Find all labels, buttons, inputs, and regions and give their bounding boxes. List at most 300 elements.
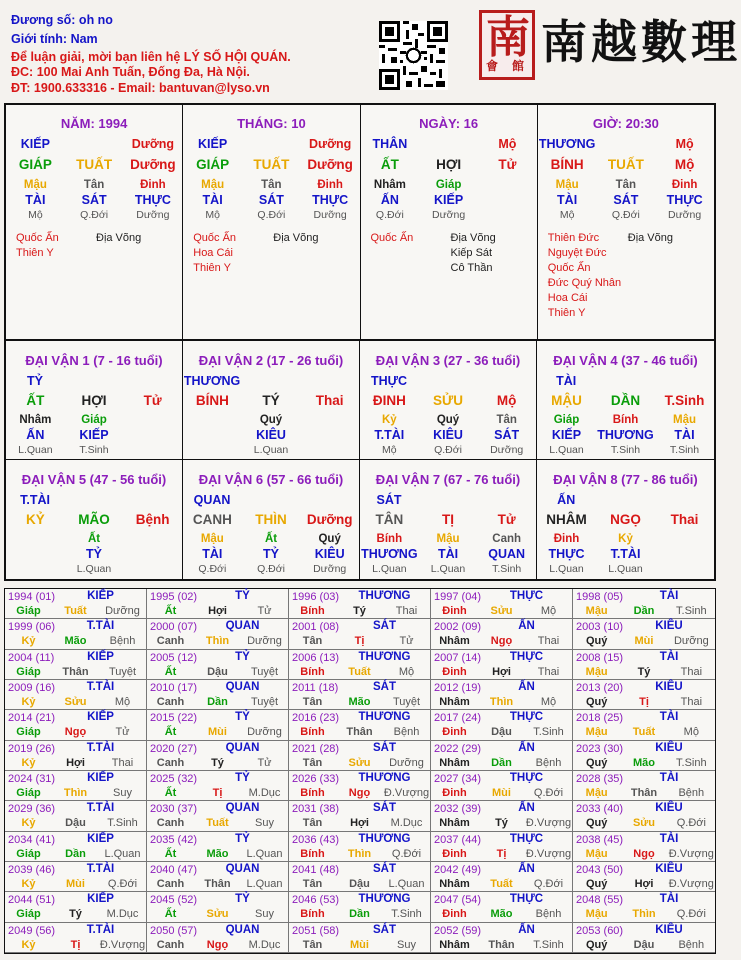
year-label: 2033 (40) (576, 803, 624, 816)
year-cell (573, 862, 715, 892)
year-stage: T.Sinh (533, 938, 564, 951)
pillar-stage-row (361, 209, 537, 221)
dai-van-hidden-gods-row-cell: T.TÀI (610, 547, 641, 561)
year-tengod: TÀI (659, 832, 679, 845)
year-stage: Tuyệt (108, 665, 137, 678)
year-stem: Tân (302, 756, 323, 769)
dai-van-stage-row (360, 563, 536, 575)
year-stage: T.Sinh (676, 756, 707, 769)
year-branch: Tị (70, 938, 81, 951)
year-cell (5, 680, 147, 710)
year-detail-row (431, 696, 572, 708)
year-label: 2020 (27) (150, 742, 198, 755)
year-label: 2009 (16) (8, 682, 56, 694)
year-tengod: QUAN (225, 681, 260, 693)
pillar-hidden-stems-row-cell: Tân (615, 179, 637, 191)
year-cell (573, 680, 715, 710)
pillar-stage-row (538, 209, 714, 221)
year-tengod: T.TÀI (86, 923, 115, 936)
year-branch: Tý (211, 756, 224, 769)
dai-van-stem-branch-row (537, 512, 714, 527)
dai-van-hidden-stems-row-cell: Quý (318, 533, 341, 545)
year-stem: Ất (164, 605, 177, 617)
dai-van-cell (360, 341, 537, 460)
dai-van-stage-row-cell: L.Quan (253, 444, 289, 456)
pillar-stem-branch-row (6, 157, 182, 172)
year-stem: Giáp (16, 908, 41, 921)
dai-van-title: ĐẠI VẬN 6 (57 - 66 tuổi) (198, 472, 344, 487)
year-stem: Đinh (442, 847, 467, 860)
year-stem: Canh (156, 756, 185, 769)
year-cell (289, 619, 431, 649)
dai-van-hidden-gods-row-cell: KIÊU (314, 547, 345, 561)
year-label: 2005 (12) (150, 651, 198, 664)
auspicious-star: Thiên Y (547, 307, 586, 319)
year-label: 2047 (54) (434, 894, 482, 907)
dai-van-stage-row (6, 444, 182, 456)
dai-van-hidden-stems-row (360, 414, 536, 426)
year-cell (431, 619, 573, 649)
year-branch: Mùi (208, 726, 227, 739)
year-stage: Bệnh (393, 726, 420, 739)
year-stem: Canh (156, 635, 185, 648)
year-stem: Nhâm (439, 696, 470, 708)
year-detail-row (431, 787, 572, 799)
dai-van-hidden-gods-row-cell: ẤN (26, 428, 45, 442)
year-detail-row (5, 878, 146, 890)
dai-van-stage-row (183, 563, 359, 575)
year-stem: Mậu (585, 605, 608, 617)
dai-van-hidden-gods-row (183, 547, 359, 561)
dai-van-hidden-gods-row (183, 428, 359, 442)
pillar-stem-branch-row (361, 157, 537, 172)
pillar-stage-row-cell: Dưỡng (136, 209, 170, 221)
year-detail-row (573, 908, 715, 920)
year-stage: M.Dục (248, 938, 281, 951)
pillar-hidden-gods-row-cell: THỰC (312, 193, 349, 207)
year-stage: Tử (115, 726, 130, 739)
year-cell (5, 771, 147, 801)
year-label: 2027 (34) (434, 773, 482, 785)
year-branch: Dậu (633, 938, 655, 951)
year-branch: Hợi (208, 605, 227, 617)
year-label: 2013 (20) (576, 682, 624, 694)
year-stem: Mậu (585, 726, 608, 739)
year-tengod: TÀI (659, 893, 679, 906)
dai-van-stem-branch-row-cell: NHÂM (546, 512, 587, 527)
year-branch: Tý (495, 817, 508, 830)
year-stage: Đ.Vượng (668, 878, 714, 890)
year-stage: Bệnh (678, 938, 705, 951)
year-stem: Giáp (16, 726, 41, 739)
year-stage: L.Quan (246, 847, 283, 860)
year-cell (573, 892, 715, 922)
year-stem: Tân (302, 938, 323, 951)
year-stem: Giáp (16, 787, 41, 799)
year-label: 1998 (05) (576, 591, 624, 603)
year-tengod: THỰC (509, 590, 544, 602)
year-tengod: SÁT (373, 802, 396, 815)
year-stem: Ất (164, 665, 177, 678)
dai-van-stage-row-cell: L.Quan (608, 563, 643, 575)
year-label: 2045 (52) (150, 894, 198, 907)
dai-van-hidden-gods-row-cell: TỶ (263, 547, 279, 561)
dai-van-hidden-gods-row (537, 428, 714, 442)
year-detail-row (5, 696, 146, 708)
year-branch: Tuất (206, 817, 229, 830)
year-detail-row (431, 605, 572, 617)
year-stem: Giáp (16, 847, 41, 860)
pillar-hidden-stems-row (361, 179, 537, 191)
year-stage: Thai (395, 605, 418, 617)
dai-van-hidden-gods-row-cell: QUAN (488, 547, 526, 561)
year-label: 2018 (25) (576, 712, 624, 725)
auspicious-star: Quốc Ấn (547, 262, 591, 274)
dai-van-hidden-gods-row-cell: KIẾP (79, 428, 109, 442)
year-label: 2030 (37) (150, 803, 198, 816)
pillar-hidden-stems-row (6, 179, 182, 191)
dai-van-stage-row-cell: L.Quan (372, 563, 407, 575)
dai-van-stem-branch-row (6, 512, 182, 527)
dai-van-stage-row-cell: L.Quan (18, 444, 53, 456)
pillar-stage-row-cell: Q.Đới (80, 209, 109, 221)
year-branch: Mão (632, 756, 655, 769)
dai-van-stem-branch-row-cell: Bệnh (135, 512, 170, 527)
year-label: 2016 (23) (292, 712, 340, 725)
year-branch: Ngọ (490, 635, 513, 648)
year-detail-row (289, 848, 430, 860)
year-cell (5, 892, 147, 922)
dai-van-hidden-gods-row-cell: KIẾP (551, 428, 582, 442)
dai-van-stage-row-cell: Q.Đới (257, 563, 285, 575)
dai-van-stem-branch-row-cell: TÝ (262, 393, 280, 408)
dai-van-hidden-stems-row-cell: Quý (259, 414, 283, 426)
dai-van-stage-row (183, 444, 359, 456)
year-detail-row (289, 878, 430, 890)
year-stage: Dưỡng (389, 756, 424, 769)
year-tengod: KIÊU (655, 681, 683, 693)
dai-van-stage-row-cell: Q.Đới (434, 444, 462, 456)
year-branch: Tuất (348, 665, 371, 678)
dai-van-hidden-stems-row-cell: Mậu (673, 414, 696, 426)
dai-van-stage-row (537, 563, 714, 575)
year-detail-row (289, 757, 430, 769)
pillar-stage-row-cell: Dưỡng (432, 209, 466, 221)
year-stage: Dưỡng (247, 635, 282, 648)
year-tengod: TỶ (235, 893, 250, 906)
pillar-hidden-gods-row-cell: TÀI (202, 193, 223, 207)
dai-van-hidden-stems-row-cell: Giáp (553, 414, 580, 426)
year-branch: Thân (488, 938, 515, 951)
year-cell (431, 589, 573, 619)
year-tengod: KIÊU (655, 620, 683, 633)
year-label: 2031 (38) (292, 803, 340, 816)
dai-van-hidden-gods-row (6, 428, 182, 442)
year-stage: T.Sinh (391, 908, 422, 921)
dai-van-hidden-gods-row-cell: THƯƠNG (597, 428, 654, 442)
year-label: 2025 (32) (150, 773, 198, 785)
pillar-stage-row-cell: Q.Đới (257, 209, 286, 221)
year-stem: Bính (300, 787, 325, 799)
year-tengod: T.TÀI (86, 863, 115, 875)
year-cell (431, 710, 573, 740)
year-detail-row (573, 848, 715, 860)
pillar-stem-branch-row (538, 157, 714, 172)
year-detail-row (147, 848, 288, 860)
pillar-stage-row-cell: Q.Đới (375, 209, 404, 221)
year-branch: Thìn (205, 635, 230, 648)
dai-van-stage-row (360, 444, 536, 456)
dai-van-stage-row-cell: L.Quan (76, 563, 112, 575)
year-cell (289, 923, 431, 953)
year-tengod: THỰC (509, 893, 544, 906)
year-cell (431, 741, 573, 771)
pillar-stem-branch-row-cell: HỢI (436, 157, 462, 172)
year-cell (5, 741, 147, 771)
year-tengod: KIÊU (655, 802, 683, 815)
year-cell (147, 710, 289, 740)
year-detail-row (147, 696, 288, 708)
dai-van-tengod: QUAN (193, 493, 231, 507)
year-detail-row (5, 939, 146, 951)
auspicious-star: Thiên Y (16, 247, 54, 259)
year-tengod: TỶ (235, 650, 250, 663)
pillar-hidden-stems-row-cell: Đinh (317, 179, 343, 191)
year-stage: T.Sinh (676, 605, 707, 617)
dai-van-stage-row-cell: T.Sinh (610, 444, 641, 456)
pillar-stage-row-cell: Q.Đới (611, 209, 640, 221)
year-branch: Dậu (65, 817, 86, 830)
pillar-hidden-stems-row-cell: Đinh (671, 179, 698, 191)
year-stem: Canh (156, 696, 185, 708)
year-stem: Quý (585, 756, 608, 769)
pillar-tengod-row (183, 137, 359, 151)
year-cell (573, 801, 715, 831)
dai-van-stem-branch-row-cell: THÌN (255, 512, 287, 527)
year-label: 2053 (60) (576, 924, 624, 937)
qr-code-icon[interactable] (379, 21, 448, 90)
year-stage: Q.Đới (391, 847, 422, 860)
dai-van-hidden-gods-row-cell: THỰC (548, 547, 585, 561)
year-stage: Mộ (540, 696, 557, 708)
year-tengod: ẤN (518, 681, 535, 693)
dai-van-hidden-stems-row (6, 533, 182, 545)
dai-van-stage-row (537, 444, 714, 456)
pillar-title: NGÀY: 16 (419, 116, 479, 131)
year-label: 2046 (53) (292, 894, 340, 907)
year-branch: Tuất (64, 605, 87, 617)
pillar-hidden-gods-row-cell: THỰC (134, 193, 171, 207)
dai-van-hidden-gods-row-cell: TÀI (437, 547, 459, 561)
year-cell (289, 832, 431, 862)
year-stage: Dưỡng (673, 635, 709, 648)
year-stage: Mộ (114, 696, 131, 708)
year-label: 2029 (36) (8, 803, 56, 816)
gender: Giới tính: Nam (11, 32, 98, 46)
year-label: 2024 (31) (8, 773, 56, 785)
year-stage: Q.Đới (676, 908, 706, 921)
year-cell (431, 862, 573, 892)
dai-van-title: ĐẠI VẬN 4 (37 - 46 tuổi) (553, 353, 698, 368)
year-stem: Canh (156, 817, 185, 830)
year-branch: Sửu (490, 605, 513, 617)
year-branch: Tý (637, 665, 651, 678)
year-stage: Thai (680, 696, 703, 708)
brand-logo (479, 10, 741, 80)
dai-van-hidden-stems-row-cell: Canh (492, 533, 522, 545)
year-cell (5, 801, 147, 831)
year-branch: Dậu (207, 665, 228, 678)
pillar-tengod-row-cell: Dưỡng (309, 137, 352, 151)
dai-van-hidden-stems-row-cell: Ất (264, 533, 278, 545)
year-stage: Dưỡng (247, 726, 282, 739)
year-detail-row (147, 635, 288, 647)
year-cell (147, 771, 289, 801)
year-detail-row (147, 817, 288, 829)
year-detail-row (573, 635, 715, 647)
year-tengod: THỰC (509, 650, 544, 663)
year-stage: Mộ (398, 665, 415, 678)
year-label: 2041 (48) (292, 864, 340, 876)
dai-van-hidden-stems-row-cell: Quý (436, 414, 460, 426)
year-branch: Mùi (66, 878, 85, 890)
year-tengod: KIÊU (655, 741, 683, 754)
pillar-hidden-gods-row-cell: THỰC (666, 193, 703, 207)
dai-van-hidden-stems-row-cell: Tân (496, 414, 517, 426)
pillar-stage-row-cell: Dưỡng (313, 209, 347, 221)
year-detail-row (431, 666, 572, 678)
year-stage: M.Dục (248, 787, 281, 799)
year-branch: Mão (206, 847, 229, 860)
year-detail-row (289, 605, 430, 617)
year-label: 2037 (44) (434, 833, 482, 846)
year-detail-row (289, 908, 430, 920)
year-tengod: THƯƠNG (358, 832, 411, 845)
year-tengod: QUAN (225, 620, 260, 633)
pillar-stem-branch-row-cell: GIÁP (18, 157, 52, 172)
dai-van-tengod: SÁT (376, 493, 402, 507)
dai-van-stage-row-cell: L.Quan (430, 563, 466, 575)
year-label: 2011 (18) (292, 682, 339, 694)
dai-van-hidden-stems-row (6, 414, 182, 426)
year-label: 2006 (13) (292, 651, 340, 664)
dai-van-title: ĐẠI VẬN 5 (47 - 56 tuổi) (21, 472, 167, 487)
dai-van-hidden-stems-row-cell: Kỷ (381, 414, 397, 426)
pillar-tengod-row (538, 137, 714, 151)
pillar-stem-branch-row-cell: TUẤT (253, 157, 290, 172)
annual-luck-table (4, 588, 716, 954)
year-branch: Ngọ (633, 847, 655, 860)
year-tengod: TỶ (235, 590, 250, 602)
dai-van-stem-branch-row-cell: ẤT (26, 393, 45, 408)
year-stage: Bệnh (109, 635, 136, 648)
pillar-stem-branch-row-cell: Dưỡng (307, 157, 353, 172)
dai-van-stem-branch-row (537, 393, 714, 408)
year-cell (289, 862, 431, 892)
year-stem: Bính (300, 665, 325, 678)
year-branch: Thân (630, 787, 658, 799)
year-cell (147, 741, 289, 771)
pillar-column (6, 105, 183, 339)
year-stage: M.Dục (106, 908, 139, 921)
dai-van-hidden-gods-row-cell: T.TÀI (374, 428, 405, 442)
dai-van-stage-row-cell: L.Quan (549, 563, 584, 575)
dai-van-title: ĐẠI VẬN 7 (67 - 76 tuổi) (375, 472, 521, 487)
auspicious-star: Đức Quý Nhân (547, 277, 622, 289)
phone-email[interactable]: ĐT: 1900.633316 - Email: bantuvan@lyso.vn (11, 81, 270, 95)
year-detail-row (5, 848, 146, 860)
year-label: 2023 (30) (576, 742, 624, 755)
year-stem: Mậu (585, 847, 608, 860)
year-branch: Tý (353, 605, 366, 617)
year-label: 1999 (06) (8, 621, 56, 634)
dai-van-stage-row-cell: T.Sinh (79, 444, 109, 456)
year-stem: Đinh (442, 787, 467, 799)
year-label: 2021 (28) (292, 742, 340, 755)
year-label: 1995 (02) (150, 591, 198, 603)
year-branch: Tuất (632, 726, 656, 739)
four-pillars-panel (4, 103, 716, 341)
year-label: 2036 (43) (292, 833, 340, 846)
dai-van-hidden-stems-row-cell: Mậu (436, 533, 460, 545)
year-detail-row (573, 605, 715, 617)
pillar-stem-branch-row (183, 157, 359, 172)
pillar-hidden-stems-row-cell: Mậu (23, 179, 47, 191)
inauspicious-star: Địa Võng (96, 232, 142, 244)
owner-name: Đương số: oh no (11, 13, 113, 27)
year-branch: Hợi (492, 665, 511, 678)
pillar-stem-branch-row-cell: TUẤT (76, 157, 113, 172)
dai-van-hidden-gods-row (6, 547, 182, 561)
year-tengod: TỶ (235, 711, 250, 724)
year-stage: Bệnh (535, 756, 562, 769)
year-stage: Suy (397, 938, 416, 951)
dai-van-cell (183, 460, 360, 579)
year-stem: Quý (585, 696, 608, 708)
pillar-hidden-stems-row-cell: Đinh (140, 179, 166, 191)
year-stage: Q.Đới (533, 787, 564, 799)
pillar-hidden-gods-row (538, 193, 714, 207)
year-stage: Tử (399, 635, 414, 648)
year-label: 2038 (45) (576, 833, 624, 846)
year-branch: Dậu (491, 726, 512, 739)
year-tengod: SÁT (373, 863, 396, 875)
dai-van-stem-branch-row-cell: T.Sinh (664, 393, 705, 408)
year-stem: Ất (164, 726, 177, 739)
dai-van-hidden-stems-row-cell: Đinh (553, 533, 580, 545)
dai-van-hidden-stems-row (537, 414, 714, 426)
year-tengod: ẤN (518, 620, 535, 633)
year-branch: Thìn (63, 787, 88, 799)
pillar-column (538, 105, 714, 339)
year-branch: Thân (346, 726, 373, 739)
year-stem: Nhâm (439, 817, 470, 830)
dai-van-stem-branch-row-cell: Dưỡng (306, 512, 353, 527)
dai-van-stem-branch-row (183, 512, 359, 527)
year-cell (573, 619, 715, 649)
year-tengod: QUAN (225, 863, 260, 875)
auspicious-star: Nguyệt Đức (547, 247, 607, 259)
pillar-title: NĂM: 1994 (60, 116, 128, 131)
dai-van-tengod: ẤN (557, 493, 576, 507)
dai-van-cell (360, 460, 537, 579)
year-detail-row (431, 635, 572, 647)
year-stage: Tuyệt (250, 696, 279, 708)
year-cell (147, 680, 289, 710)
year-tengod: THỰC (509, 832, 544, 845)
year-tengod: TÀI (659, 650, 679, 663)
year-stem: Tân (302, 696, 323, 708)
